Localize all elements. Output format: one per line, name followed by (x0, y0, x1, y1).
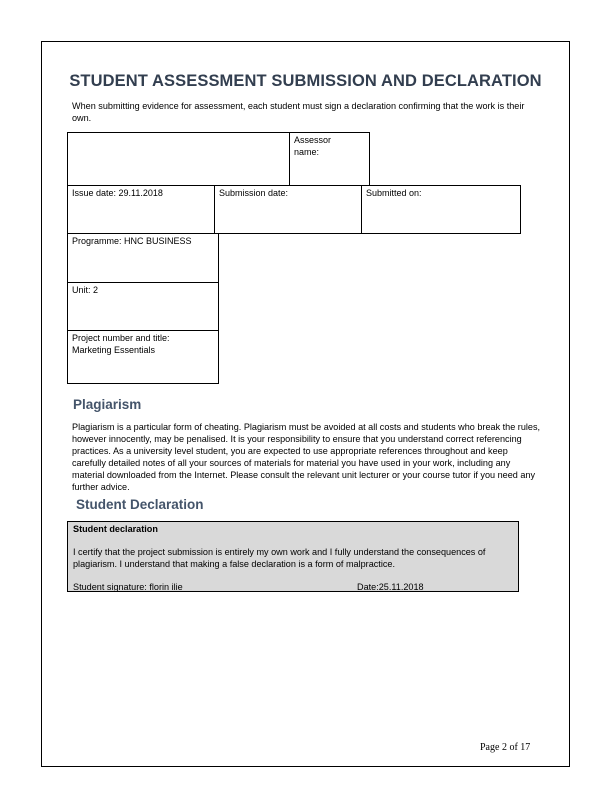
project-label: Project number and title: (72, 333, 170, 343)
student-signature: Student signature: florin ilie (73, 582, 183, 592)
unit-label: Unit: 2 (72, 285, 99, 295)
page-title: STUDENT ASSESSMENT SUBMISSION AND DECLARATION (69, 72, 542, 90)
declaration-box (67, 521, 519, 592)
submission-date-label: Submission date: (219, 188, 289, 198)
declaration-box-title: Student declaration (73, 524, 158, 534)
declaration-date: Date:25.11.2018 (357, 582, 424, 592)
project-title: Marketing Essentials (72, 344, 156, 355)
issue-date-label: Issue date: 29.11.2018 (72, 188, 163, 198)
submitted-on-label: Submitted on: (366, 188, 422, 198)
page-number: Page 2 of 17 (480, 742, 531, 753)
assessor-label-line2: name: (294, 146, 320, 157)
declaration-heading: Student Declaration (76, 497, 204, 512)
project-field (67, 330, 219, 384)
form-blank-cell (67, 132, 290, 186)
intro-text: When submitting evidence for assessment, each student must sign a declaration confirming that the work is their own. (72, 101, 525, 123)
issue-date-field (67, 185, 215, 234)
declaration-text: I certify that the project submission is entirely my own work and I fully understand the consequences of plagiarism. I understand that making a false declaration is a form of malpractice. (73, 547, 486, 569)
plagiarism-text: Plagiarism is a particular form of cheating. Plagiarism must be avoided at all costs and students who break the rules, however innocently, may be penalised. It is your responsibility to ensure that you understand correct referencing practices. As a university level student, you are expected to use appropriate references throughout and keep carefully detailed notes of all your sources of materials for material you have used in your work, including any material downloaded from the Internet. Please consult the relevant unit lecturer or your course tutor if you need any further advice. (72, 422, 541, 492)
assessor-label-line1: Assessor (294, 135, 332, 145)
plagiarism-heading: Plagiarism (73, 397, 142, 412)
programme-label: Programme: HNC BUSINESS (72, 236, 192, 246)
assessor-name-field[interactable] (289, 132, 370, 186)
programme-field (67, 233, 219, 283)
submission-date-field[interactable] (214, 185, 362, 234)
unit-field (67, 282, 219, 331)
submitted-on-field[interactable] (361, 185, 521, 234)
